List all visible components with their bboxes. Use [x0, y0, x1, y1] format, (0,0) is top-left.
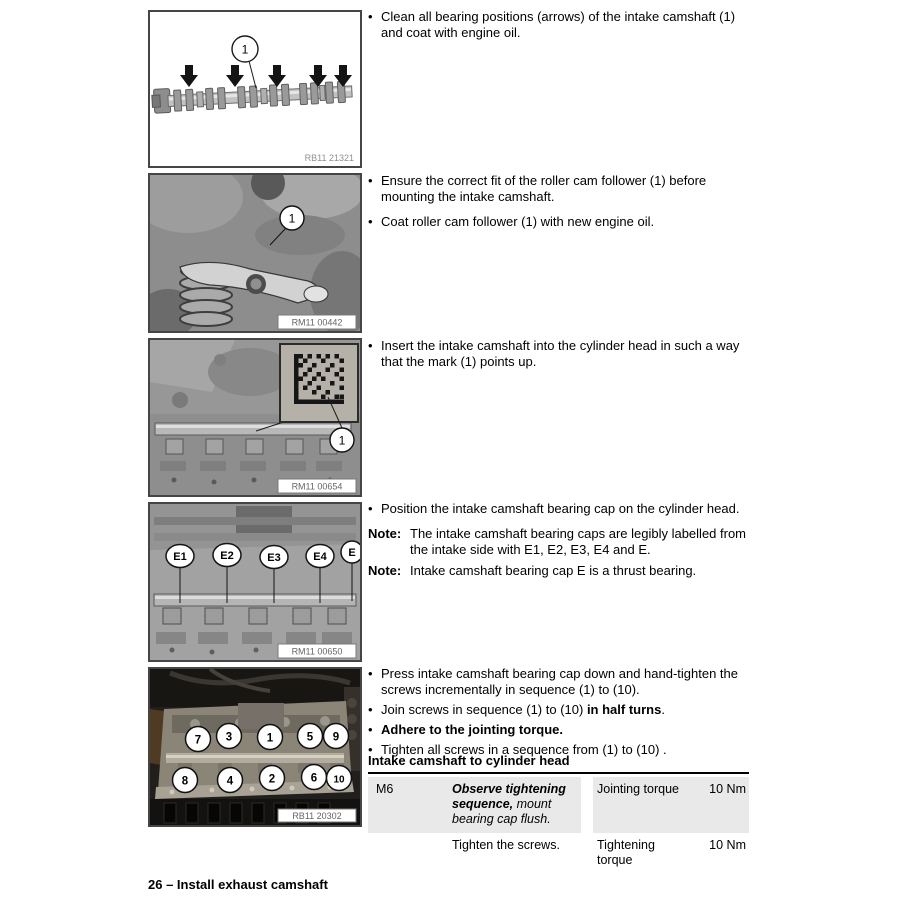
cylinder-head-photo	[150, 340, 360, 495]
bullet-icon: •	[368, 214, 373, 229]
figure-bearing-cap-labels	[148, 502, 362, 662]
table-rule	[368, 772, 749, 774]
bullet-text: Join screws in sequence (1) to (10) in half turns.	[381, 702, 665, 717]
figure-id: RM11 00650	[291, 646, 343, 657]
bullet-icon: •	[368, 501, 373, 516]
bullet-text: Ensure the correct fit of the roller cam follower (1) before mounting the intake camshaft.	[381, 173, 707, 204]
seq-number-4: 4	[226, 775, 234, 788]
seq-number-2: 2	[268, 773, 276, 786]
section-bearing-cap-position	[368, 501, 760, 584]
note-item	[368, 563, 760, 579]
bullet-icon: •	[368, 173, 373, 188]
bullet-icon: •	[368, 742, 373, 757]
bullet-text: Tighten all screws in a sequence from (1) to (10) .	[381, 742, 667, 757]
bullet-item	[368, 173, 760, 205]
seq-number-1: 1	[266, 732, 274, 745]
seq-number-10: 10	[333, 774, 345, 786]
data-matrix-inset	[280, 344, 358, 422]
cap-label-e2: E2	[220, 550, 234, 562]
callout-label: 1	[288, 211, 296, 226]
camshaft-illustration	[150, 12, 360, 166]
bullet-text: Clean all bearing positions (arrows) of the intake camshaft (1) and coat with engine oil.	[381, 9, 736, 40]
table-row	[368, 777, 749, 833]
figure-id: RB11 20302	[292, 811, 342, 821]
cap-label-e4: E4	[313, 551, 327, 563]
bullet-item	[368, 338, 760, 370]
note-text: The intake camshaft bearing caps are legibly labelled from the intake side with E1, E2, E3, E4 and E.	[410, 526, 747, 557]
bullet-item	[368, 702, 760, 718]
cap-label-e: E	[348, 547, 356, 559]
cap-label-e3: E3	[267, 552, 281, 564]
seq-number-6: 6	[310, 772, 318, 785]
figure-id: RB11 21321	[304, 153, 354, 163]
bullet-text: Coat roller cam follower (1) with new engine oil.	[381, 214, 655, 229]
bullet-icon: •	[368, 722, 373, 737]
figure-camshaft-mark	[148, 338, 362, 497]
torque-table	[368, 753, 749, 874]
section-tightening	[368, 666, 760, 762]
bullet-icon: •	[368, 666, 373, 681]
figure-camshaft-cleaning	[148, 10, 362, 168]
bullet-item	[368, 214, 760, 230]
row-description: Tighten the screws.	[452, 838, 560, 852]
bullet-item	[368, 666, 760, 698]
bullet-icon: •	[368, 338, 373, 353]
bullet-icon: •	[368, 9, 373, 24]
screw-size: M6	[376, 782, 394, 796]
torque-type: Jointing torque	[597, 782, 680, 796]
section-roller-cam-follower	[368, 173, 760, 239]
callout-label: 1	[241, 42, 249, 57]
row-description: Observe tightening sequence, mount bearing cap flush.	[452, 782, 566, 826]
bullet-text: Press intake camshaft bearing cap down and hand-tighten the screws incrementally in sequence (1) to (10).	[381, 666, 739, 697]
figure-id: RM11 00442	[291, 317, 343, 328]
note-text: Intake camshaft bearing cap E is a thrust bearing.	[410, 563, 697, 578]
bullet-text: Insert the intake camshaft into the cylinder head in such a way that the mark (1) points up.	[381, 338, 740, 369]
screw-size	[368, 833, 452, 874]
cap-label-e1: E1	[173, 551, 187, 563]
note-label: Note:	[368, 563, 402, 578]
bullet-icon: •	[368, 702, 373, 717]
note-label: Note:	[368, 526, 402, 541]
figure-tightening-sequence	[148, 667, 362, 827]
bullet-item	[368, 9, 760, 41]
roller-cam-follower-photo	[150, 175, 360, 331]
torque-value: 10 Nm	[709, 782, 746, 796]
torque-table-title: Intake camshaft to cylinder head	[368, 753, 570, 768]
bullet-item	[368, 722, 760, 738]
page-footer: 26 – Install exhaust camshaft	[148, 877, 328, 892]
seq-number-9: 9	[332, 731, 340, 744]
section-insert-camshaft	[368, 338, 760, 379]
callout-label: 1	[338, 433, 346, 448]
camshaft	[154, 594, 356, 606]
figure-roller-cam-follower	[148, 173, 362, 333]
seq-number-7: 7	[194, 734, 202, 747]
section-clean-bearings	[368, 9, 760, 50]
torque-type: Tightening torque	[597, 838, 655, 867]
tightening-sequence-photo	[150, 669, 360, 825]
camshaft	[155, 423, 351, 435]
seq-number-8: 8	[181, 775, 189, 788]
bullet-text: Adhere to the jointing torque.	[381, 722, 563, 737]
bearing-caps-photo	[150, 504, 360, 660]
seq-number-5: 5	[306, 731, 314, 744]
bullet-text: Position the intake camshaft bearing cap on the cylinder head.	[381, 501, 740, 516]
note-item	[368, 526, 760, 558]
figure-id: RM11 00654	[291, 481, 343, 492]
torque-value: 10 Nm	[709, 838, 746, 852]
seq-number-3: 3	[225, 731, 233, 744]
table-row	[368, 833, 749, 874]
bullet-item	[368, 501, 760, 517]
